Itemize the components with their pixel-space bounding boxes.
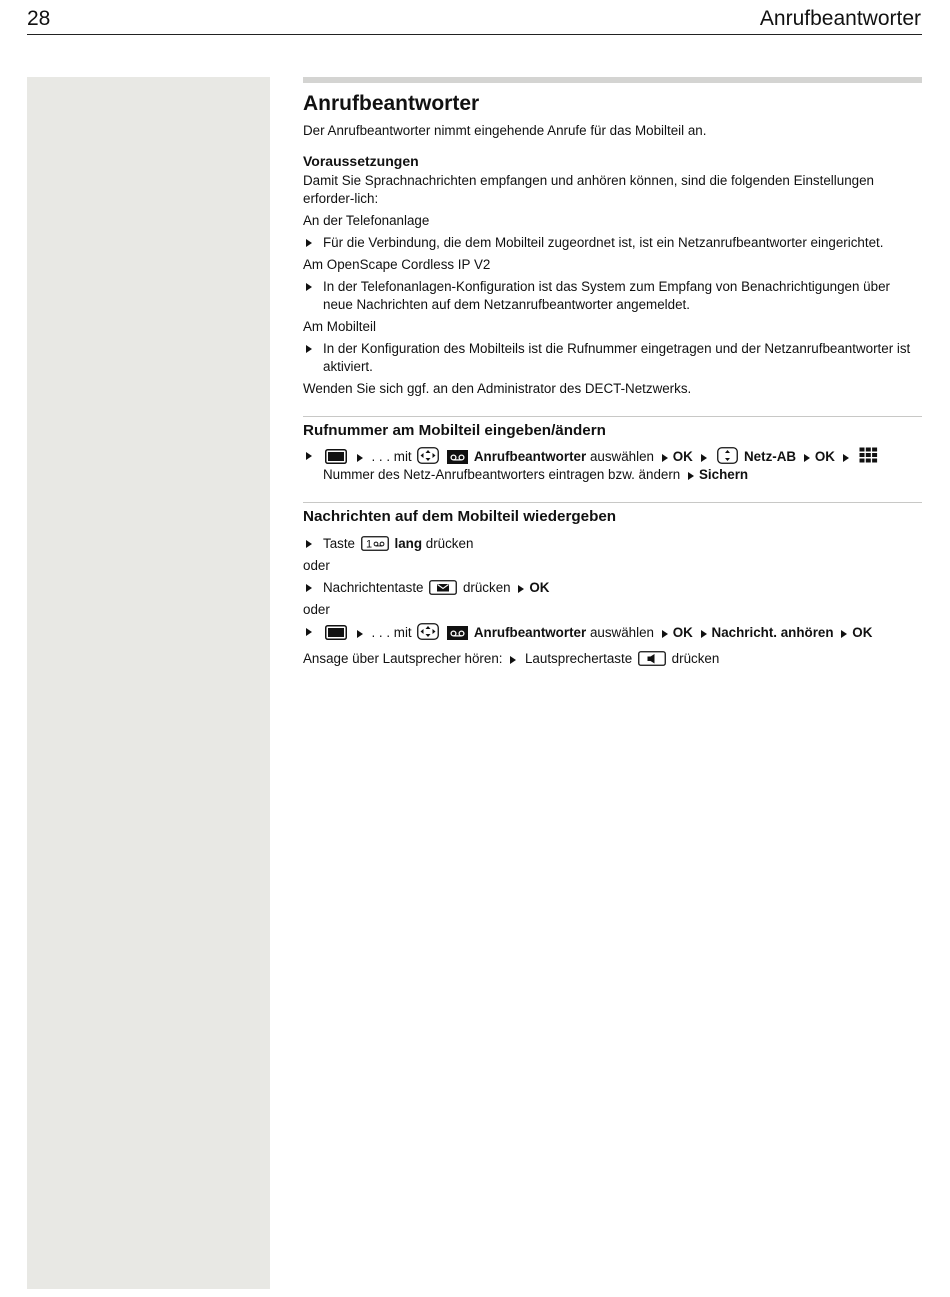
up-down-navigation-icon <box>717 447 738 464</box>
arrow-icon <box>357 454 363 462</box>
section-heading-number: Rufnummer am Mobilteil eingeben/ändern <box>303 422 606 439</box>
answering-machine-icon <box>447 626 468 640</box>
ok-label: OK <box>529 580 550 595</box>
page-title: Anrufbeantworter <box>303 92 480 115</box>
step-arrow-icon <box>306 540 312 548</box>
arrow-icon <box>518 585 524 593</box>
play-step-1 <box>303 535 922 553</box>
netz-ab-label: Netz-AB <box>744 449 797 464</box>
prereq-item-text: In der Telefonanlagen-Konfiguration ist das System zum Empfang von Benachrichtigungen über neue Nachrichten auf dem Netzanrufbeantworter angemeldet. <box>323 279 890 312</box>
section-divider <box>303 416 922 417</box>
druecken-text: drücken <box>425 536 474 551</box>
select-text: auswählen <box>589 449 654 464</box>
menu-item-label: Anrufbeantworter <box>473 625 587 640</box>
sidebar-panel <box>27 77 270 1289</box>
taste-text: Taste <box>323 536 356 551</box>
arrow-icon <box>510 656 516 664</box>
number-step <box>303 447 922 484</box>
ok-label: OK <box>672 449 693 464</box>
running-title: Anrufbeantworter <box>759 7 921 30</box>
arrow-icon <box>688 472 694 480</box>
page-number: 28 <box>27 7 51 30</box>
arrow-icon <box>701 454 707 462</box>
intro-text: Der Anrufbeantworter nimmt eingehende Anrufe für das Mobilteil an. <box>303 123 707 138</box>
step-arrow-icon <box>306 452 312 460</box>
prereq-item-text: In der Konfiguration des Mobilteils ist die Rufnummer eingetragen und der Netzanrufbeantworter ist aktiviert. <box>323 341 911 374</box>
oder-text: oder <box>303 558 330 573</box>
header-rule <box>27 34 922 35</box>
druecken-text: drücken <box>671 651 720 666</box>
prereq-item-text: Für die Verbindung, die dem Mobilteil zugeordnet ist, ist ein Netzanrufbeantworter eingerichtet. <box>323 235 884 250</box>
lang-label: lang <box>394 536 423 551</box>
navigation-key-icon <box>417 623 439 640</box>
answering-machine-icon <box>447 450 468 464</box>
step-arrow-icon <box>306 628 312 636</box>
main-content <box>303 77 922 672</box>
prereq-group-label: An der Telefonanlage <box>303 213 430 228</box>
mit-text: . . . mit <box>371 625 412 640</box>
menu-item-label: Anrufbeantworter <box>473 449 587 464</box>
ok-label: OK <box>672 625 693 640</box>
key-1-voicemail-icon <box>361 536 389 551</box>
message-envelope-key-icon <box>429 580 457 595</box>
arrow-icon <box>841 630 847 638</box>
select-text: auswählen <box>589 625 654 640</box>
nachrichtentaste-text: Nachrichtentaste <box>323 580 424 595</box>
section-heading-play: Nachrichten auf dem Mobilteil wiedergeben <box>303 508 617 525</box>
lautsprechertaste-text: Lautsprechertaste <box>524 651 633 666</box>
key-1-label: 1 <box>365 538 372 551</box>
step-arrow-icon <box>306 584 312 592</box>
arrow-icon <box>843 454 849 462</box>
arrow-icon <box>357 630 363 638</box>
ansage-line <box>303 650 922 668</box>
ansage-label: Ansage über Lautsprecher hören: <box>303 651 503 666</box>
arrow-icon <box>804 454 810 462</box>
prereq-note: Wenden Sie sich ggf. an den Administrator des DECT-Netzwerks. <box>303 381 692 396</box>
prereq-group-label: Am Mobilteil <box>303 319 376 334</box>
save-label: Sichern <box>699 467 749 482</box>
menu-key-icon <box>325 449 347 464</box>
druecken-text: drücken <box>462 580 511 595</box>
prereq-item <box>303 278 922 314</box>
prereq-item <box>303 340 922 376</box>
play-step-3 <box>303 623 922 642</box>
oder-text: oder <box>303 602 330 617</box>
arrow-icon <box>662 454 668 462</box>
ok-label: OK <box>814 449 835 464</box>
speaker-key-icon <box>638 651 666 666</box>
step-arrow-icon <box>306 283 312 291</box>
listen-label: Nachricht. anhören <box>711 625 834 640</box>
section-top-bar <box>303 77 922 83</box>
section-divider <box>303 502 922 503</box>
mit-text: . . . mit <box>371 449 412 464</box>
prereq-group-label: Am OpenScape Cordless IP V2 <box>303 257 491 272</box>
prereq-text: Damit Sie Sprachnachrichten empfangen und anhören können, sind die folgenden Einstellungen erforder-lich: <box>303 173 874 206</box>
number-instruction-text: Nummer des Netz-Anrufbeantworters eintragen bzw. ändern <box>323 467 681 482</box>
play-step-2 <box>303 579 922 597</box>
prereq-heading: Voraussetzungen <box>303 153 419 169</box>
step-arrow-icon <box>306 239 312 247</box>
prereq-item <box>303 234 922 252</box>
menu-key-icon <box>325 625 347 640</box>
ok-label: OK <box>852 625 873 640</box>
arrow-icon <box>701 630 707 638</box>
navigation-key-icon <box>417 447 439 464</box>
step-arrow-icon <box>306 345 312 353</box>
arrow-icon <box>662 630 668 638</box>
keypad-icon <box>859 447 878 464</box>
